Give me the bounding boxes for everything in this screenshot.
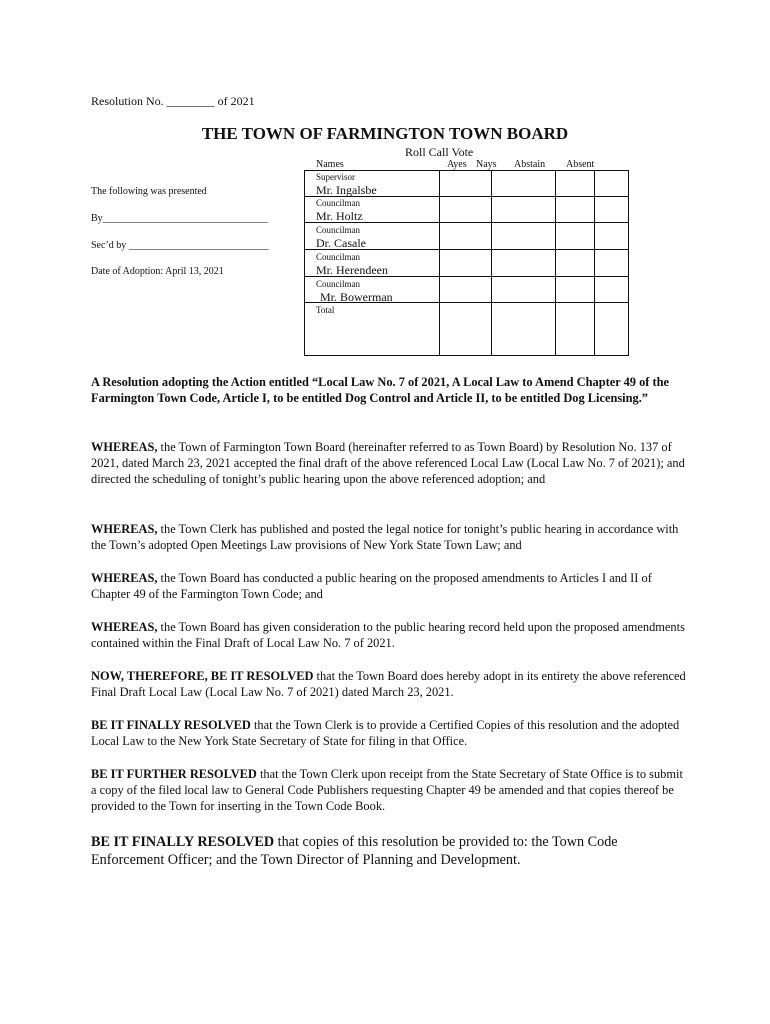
adoption-date: Date of Adoption: April 13, 2021 <box>91 266 224 277</box>
column-absent: Absent <box>566 159 595 170</box>
table-divider <box>439 170 440 356</box>
paragraph-text: that the Town Board does hereby adopt in its entirety the above referenced Final Draft Local Law (Local Law No. 7 of 2021) dated March 23, 2021. <box>91 669 686 699</box>
member-role: Supervisor <box>316 172 355 182</box>
presented-by-field: By_________________________________ <box>91 213 268 224</box>
seconded-by-field: Sec’d by ____________________________ <box>91 240 269 251</box>
member-name: Mr. Bowerman <box>320 290 393 304</box>
column-names: Names <box>316 159 344 170</box>
resolved-paragraph <box>91 833 687 869</box>
member-name: Mr. Herendeen <box>316 263 388 277</box>
paragraph-text: the Town of Farmington Town Board (hereinafter referred to as Town Board) by Resolution No. 137 of 2021, dated March 23, 2021 accepted the final draft of the above referenced Local Law (Local Law No. 7 of 2021); and directed the scheduling of tonight’s public hearing upon the above referenced adoption; and <box>91 440 685 486</box>
member-role: Councilman <box>316 225 360 235</box>
table-border-right <box>628 170 629 356</box>
paragraph-text: the Town Board has given consideration to the public hearing record held upon the proposed amendments contained within the Final Draft of Local Law No. 7 of 2021. <box>91 620 685 650</box>
paragraph-lead: NOW, THEREFORE, BE IT RESOLVED <box>91 669 314 683</box>
paragraph-text: that copies of this resolution be provided to: the Town Code Enforcement Officer; and the Town Director of Planning and Development. <box>91 834 618 868</box>
resolved-paragraph <box>91 717 687 749</box>
resolved-paragraph <box>91 668 687 700</box>
table-divider <box>491 170 492 356</box>
resolution-heading: A Resolution adopting the Action entitled “Local Law No. 7 of 2021, A Local Law to Amend Chapter 49 of the Farmington Town Code, Article I, to be entitled Dog Control and Article II, to be entitled Dog Licensing.” <box>91 375 670 405</box>
member-role: Councilman <box>316 279 360 289</box>
paragraph-lead: WHEREAS, <box>91 522 158 536</box>
member-name: Mr. Holtz <box>316 209 363 223</box>
resolved-paragraph <box>91 766 687 814</box>
roll-call-label: Roll Call Vote <box>405 145 474 159</box>
whereas-paragraph <box>91 619 687 651</box>
paragraph-text: the Town Clerk has published and posted the legal notice for tonight’s public hearing in accordance with the Town’s adopted Open Meetings Law provisions of New York State Town Law; and <box>91 522 679 552</box>
paragraph-lead: BE IT FINALLY RESOLVED <box>91 834 275 850</box>
paragraph-text: the Town Board has conducted a public hearing on the proposed amendments to Articles I and II of Chapter 49 of the Farmington Town Code; and <box>91 571 652 601</box>
paragraph-lead: WHEREAS, <box>91 440 158 454</box>
resolution-number-line: Resolution No. ________ of 2021 <box>91 94 255 108</box>
column-nays: Nays <box>476 159 497 170</box>
column-ayes: Ayes <box>447 159 467 170</box>
whereas-paragraph <box>91 439 687 487</box>
paragraph-lead: BE IT FURTHER RESOLVED <box>91 767 257 781</box>
presented-label: The following was presented <box>91 186 207 197</box>
paragraph-lead: WHEREAS, <box>91 571 158 585</box>
paragraph-lead: BE IT FINALLY RESOLVED <box>91 718 251 732</box>
paragraph-text: that the Town Clerk is to provide a Certified Copies of this resolution and the adopted Local Law to the New York State Secretary of State for filing in that Office. <box>91 718 680 748</box>
table-border-top <box>304 170 629 171</box>
table-divider <box>555 170 556 356</box>
paragraph-text: that the Town Clerk upon receipt from the State Secretary of State Office is to submit a copy of the filed local law to General Code Publishers requesting Chapter 49 be amended and that copies thereof be provided to the Town for inserting in the Town Code Book. <box>91 767 683 813</box>
whereas-paragraph <box>91 521 687 553</box>
member-name: Dr. Casale <box>316 236 366 250</box>
whereas-paragraph <box>91 570 687 602</box>
column-abstain: Abstain <box>514 159 546 170</box>
member-name: Mr. Ingalsbe <box>316 183 377 197</box>
table-divider <box>594 170 595 356</box>
paragraph-lead: WHEREAS, <box>91 620 158 634</box>
table-border-left <box>304 170 305 356</box>
table-border-bottom <box>304 355 629 356</box>
page-title: THE TOWN OF FARMINGTON TOWN BOARD <box>201 124 569 143</box>
member-role: Councilman <box>316 198 360 208</box>
total-label: Total <box>316 305 335 315</box>
member-role: Councilman <box>316 252 360 262</box>
